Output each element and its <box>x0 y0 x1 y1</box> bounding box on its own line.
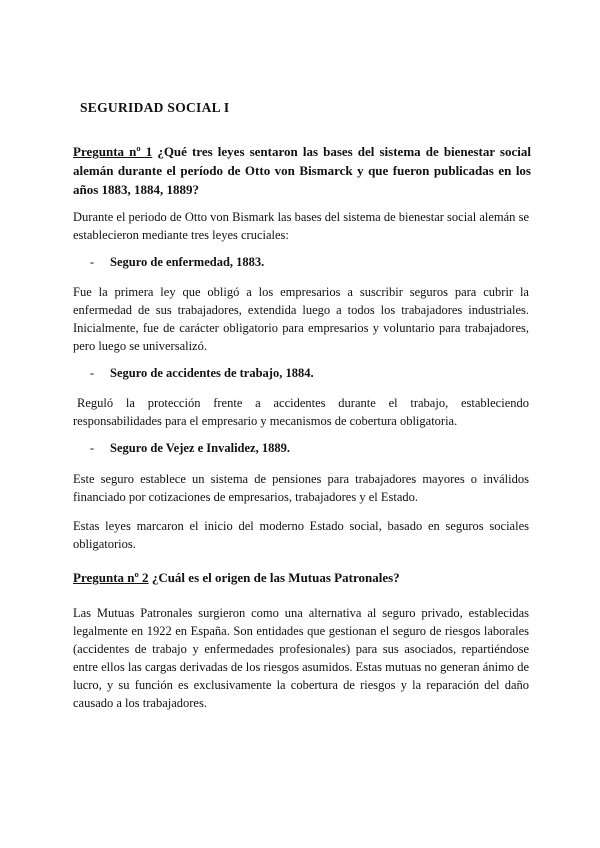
law-1-heading <box>90 255 264 270</box>
question-1-text: ¿Qué tres leyes sentaron las bases del sistema de bienestar social alemán durante el período de Otto von Bismarck y que fueron publicadas en los años 1883, 1884, 1889? <box>73 144 531 197</box>
answer-2-paragraph: Las Mutuas Patronales surgieron como una alternativa al seguro privado, establecidas legalmente en 1922 en España. Son entidades que gestionan el seguro de riesgos laborales (accidentes de trabajo y enfermedades profesionales) para sus asociados, repartiéndose entre ellos las cargas derivadas de los riesgos asumidos. Estas mutuas no generan ánimo de lucro, y su función es exclusivamente la cobertura de riesgos y la reparación del daño causado a los trabajadores. <box>73 606 529 710</box>
bullet-dash: - <box>90 441 95 455</box>
intro-paragraph: Durante el periodo de Otto von Bismark las bases del sistema de bienestar social alemán se establecieron mediante tres leyes cruciales: <box>73 210 529 242</box>
law-3-paragraph: Este seguro establece un sistema de pensiones para trabajadores mayores o inválidos financiado por cotizaciones de empresarios, trabajadores y el Estado. <box>73 472 529 504</box>
law-3-heading-text: Seguro de Vejez e Invalidez, 1889. <box>110 441 290 455</box>
question-1-label: Pregunta nº 1 <box>73 144 153 159</box>
conclusion-paragraph: Estas leyes marcaron el inicio del moderno Estado social, basado en seguros sociales obligatorios. <box>73 519 529 551</box>
law-2-paragraph: Reguló la protección frente a accidentes durante el trabajo, estableciendo responsabilidades para el empresario y mecanismos de cobertura obligatoria. <box>73 396 529 428</box>
law-3-heading <box>90 441 290 456</box>
bullet-dash: - <box>90 255 95 269</box>
question-2-text: ¿Cuál es el origen de las Mutuas Patronales? <box>148 570 400 585</box>
bullet-dash: - <box>90 366 95 380</box>
law-1-paragraph: Fue la primera ley que obligó a los empresarios a suscribir seguros para cubrir la enfermedad de sus trabajadores, extendida luego a todos los trabajadores industriales. Inicialmente, fue de carácter obligatorio para empresarios y voluntario para trabajadores, pero luego se universalizó. <box>73 285 529 353</box>
law-2-heading <box>90 366 314 381</box>
document-title: SEGURIDAD SOCIAL I <box>80 100 230 115</box>
question-2 <box>73 568 531 587</box>
law-2-heading-text: Seguro de accidentes de trabajo, 1884. <box>110 366 314 380</box>
question-2-label: Pregunta nº 2 <box>73 570 149 585</box>
law-1-heading-text: Seguro de enfermedad, 1883. <box>110 255 265 269</box>
question-1 <box>73 142 531 199</box>
